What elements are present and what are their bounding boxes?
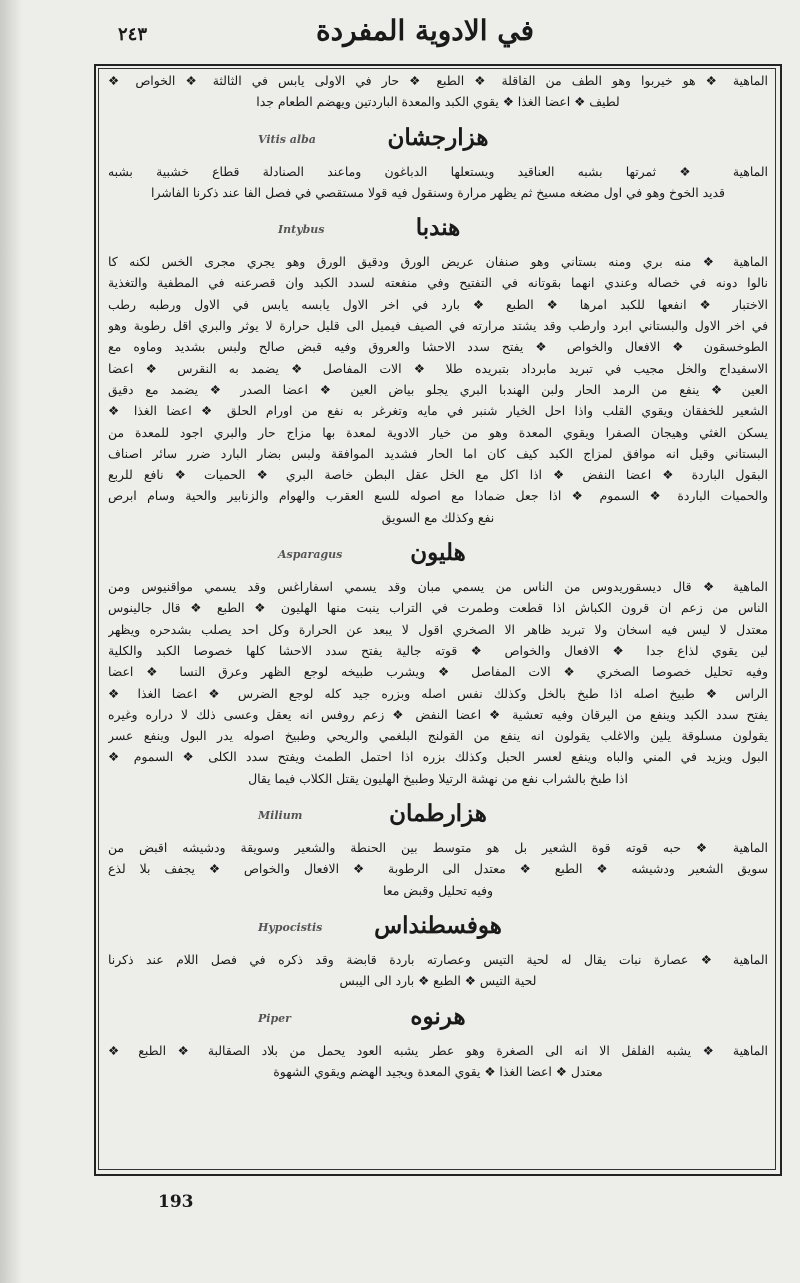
text-line: الاسفيداج والخل مجيب في تبريد مابرداد بتبريده طلا ❖ الات المفاصل ❖ يضمد به النقرس ❖ اعضا bbox=[108, 360, 768, 376]
text-line: وفيه تحليل خصوصا الصخري ❖ الات المفاصل ❖ ويشرب طبيخه لوجع الظهر وعرق النسا ❖ اعضا bbox=[108, 664, 768, 680]
entry-heading-text: هندبا bbox=[415, 214, 461, 242]
page-number: 193 bbox=[158, 1192, 194, 1212]
entry-section bbox=[108, 213, 768, 528]
entry-heading bbox=[108, 1002, 768, 1032]
text-line: نالوا دونه في خصاله وعندي انهما بقوتانه في التفتيح وفي منفعته لسدد الكبد وان قصرعنه في المطفية والتغذية bbox=[108, 275, 768, 291]
entry-section bbox=[108, 1002, 768, 1083]
entry-heading bbox=[108, 911, 768, 941]
text-line: نفع وكذلك مع السويق bbox=[381, 509, 495, 525]
entry-section bbox=[108, 70, 768, 113]
text-line: الماهية ❖ منه بري ومنه بستاني وهو صنفان عريض الورق ودقيق الورق وهو يجري مجرى الخس لكنه كا bbox=[108, 254, 768, 270]
text-line: وفيه تحليل وقبض معا bbox=[383, 882, 493, 898]
page-gutter-shadow bbox=[0, 0, 22, 1283]
text-line: سويق الشعير ودشيشه ❖ الطبع ❖ معتدل الى الرطوبة ❖ الافعال والخواص ❖ يجفف بلا لذع bbox=[108, 861, 768, 877]
text-line: يفتح سدد الكبد وينفع من اليرقان وفيه تعشية ❖ اعضا النفض ❖ زعم روفس انه يعقل وعسى ذلك لا دراره وغيره bbox=[108, 706, 768, 722]
text-line: الراس ❖ طبيخ اصله اذا طبخ بالخل وكذلك نفس اصله وبزره جيد كله لوجع الضرس ❖ اعضا الغذا ❖ bbox=[108, 685, 768, 701]
running-header-folio: ٢٤٣ bbox=[118, 24, 148, 45]
text-line: الماهية ❖ قال ديسقوريدوس من الناس من يسمي مبان وقد يسمي اسفاراغس وقد يسمي مواقنيوس ومن bbox=[108, 579, 768, 595]
running-header-title: في الادوية المفردة bbox=[315, 14, 534, 47]
entry-heading-text: هوفسطنداس bbox=[374, 911, 502, 939]
entry-heading-text: هزارطمان bbox=[389, 800, 487, 828]
text-line: يسكن الغثي وهيجان الصفرا ويقوي المعدة وهو من خيار الادوية لمعدة بها مزاج حار والبري اجود للمعدة من bbox=[108, 424, 768, 440]
text-line: الماهية ❖ يشبه الفلفل الا انه الى الصغرة وهو عطر يشبه العود يحمل من بلاد الصقالبة ❖ الطبع ❖ bbox=[108, 1042, 768, 1058]
latin-marginal-gloss: Milium bbox=[258, 809, 303, 823]
entry-heading-text: هزارجشان bbox=[387, 123, 489, 151]
text-line: الطوخسقون ❖ الافعال والخواص ❖ يفتح سدد الاحشا والعروق وفيه قبض صالح ولبس بشديد وماوه مع bbox=[108, 339, 768, 355]
text-line: الشعير للخفقان ويقوي القلب واذا احل الخيار شنبر في مايه وتغرغر به نفع من اورام الحلق ❖ اعضا الغذا ❖ bbox=[108, 403, 768, 419]
text-line: العين ❖ ينفع من الرمد الحار ولبن الهندبا البري يجلو بياض العين ❖ اعضا الصدر ❖ يضمد مع دقيق bbox=[108, 381, 768, 397]
latin-marginal-gloss: Intybus bbox=[278, 223, 325, 237]
entry-heading-text: هليون bbox=[410, 539, 466, 567]
entry-section bbox=[108, 911, 768, 992]
text-line: معتدل لا ليس فيه اسخان ولا تبريد ظاهر الا الصخري اقول لا يبعد عن الحرارة وكل احد يصلب بشدحره ويظهر bbox=[108, 621, 768, 637]
entry-heading-text: هرنوه bbox=[410, 1002, 466, 1030]
main-text-block bbox=[108, 70, 768, 1160]
text-line: البول ويزيد في المني والباه وينفع لعسر الحبل وكذلك بزره اذا احتمل الطمث ويفتح سدد الكلى ❖ السموم ❖ bbox=[108, 749, 768, 765]
text-line: البقول الباردة ❖ اعضا النفض ❖ اذا اكل مع الخل عقل البطن خاصة البري ❖ الحميات ❖ نافع للربع bbox=[108, 467, 768, 483]
text-line: الماهية ❖ عصارة نبات يقال له لحية التيس وعصارته باردة قابضة وقد ذكره في فصل اللام عند ذكرنا bbox=[108, 951, 768, 967]
entry-heading bbox=[108, 123, 768, 153]
entry-heading bbox=[108, 538, 768, 568]
entry-heading bbox=[108, 213, 768, 243]
entry-heading bbox=[108, 799, 768, 829]
text-line: والحميات الباردة ❖ السموم ❖ اذا جعل ضمادا مع اصوله للسع العقرب والهوام والزنابير والحية وسام ابرص bbox=[108, 488, 768, 504]
latin-marginal-gloss: Hypocistis bbox=[258, 920, 323, 934]
text-line: لحية التيس ❖ الطبع ❖ بارد الى اليبس bbox=[339, 973, 537, 989]
text-line: لطيف ❖ اعضا الغذا ❖ يقوي الكبد والمعدة الباردتين ويهضم الطعام جدا bbox=[256, 94, 620, 110]
text-line: الماهية ❖ ثمرتها بشبه العناقيد ويستعلها الدباغون وماعند الصنادلة قطاع خشبية بشبه bbox=[108, 163, 768, 179]
text-line: الاختبار ❖ انفعها للكبد امرها ❖ الطبع ❖ بارد في اخر الاول يابسه يابس في الاول ورطبه رطب bbox=[108, 296, 768, 312]
text-line: الماهية ❖ هو خيربوا وهو الطف من القاقلة ❖ الطبع ❖ حار في الاولى يابس في الثالثة ❖ الخواص ❖ bbox=[108, 73, 768, 88]
text-line: اذا طبخ بالشراب نفع من نهشة الرتيلا وطبيخ الهليون يقتل الكلاب فيما يقال bbox=[248, 770, 628, 786]
latin-marginal-gloss: Piper bbox=[258, 1011, 291, 1025]
latin-marginal-gloss: Asparagus bbox=[278, 548, 343, 562]
text-line: قديد الخوخ وهو في اول مضغه مسيخ ثم يظهر مرارة وسنقول فيه قولا مستقصي في فصل الفا عند ذكرنا الفاشرا bbox=[151, 184, 725, 200]
text-line: الماهية ❖ حبه قوته قوة الشعير بل هو متوسط بين الحنطة والشعير وسويقة ودشيشه اقبض من bbox=[108, 840, 768, 856]
text-line: في اخر الاول والبستاني ابرد وارطب وقد يشتد مرارته في الصيف فيميل الى قليل حرارة لا يوثر والبري اقل رطوبة وهو bbox=[108, 318, 768, 334]
text-line: الناس من زعم ان قرون الكباش اذا قطعت وطمرت في التراب ينبت منها الهليون ❖ الطبع ❖ قال جالينوس bbox=[108, 600, 768, 616]
text-line: يقولون مسلوقة يلين والاغلب يقولون انه ينفع من القولنج البلغمي والريحي وطبيخ اصوله يدر البول وينفع عسر bbox=[108, 728, 768, 744]
entry-section bbox=[108, 123, 768, 204]
text-line: البستاني وقيل انه موافق لمزاج الكبد كيف كان اما الحار فشديد الموافقة ولبس بضار البارد ضرر سائر اصناف bbox=[108, 445, 768, 461]
entry-section bbox=[108, 799, 768, 901]
text-line: معتدل ❖ اعضا الغذا ❖ يقوي المعدة ويجيد الهضم ويقوي الشهوة bbox=[273, 1063, 603, 1079]
latin-marginal-gloss: Vitis alba bbox=[258, 132, 316, 146]
entry-section bbox=[108, 538, 768, 789]
text-line: لين يقوي لذاع جدا ❖ الافعال والخواص ❖ قوته جالية يفتح سدد الاحشا كلها خصوصا الكبد والكلية bbox=[108, 642, 768, 658]
